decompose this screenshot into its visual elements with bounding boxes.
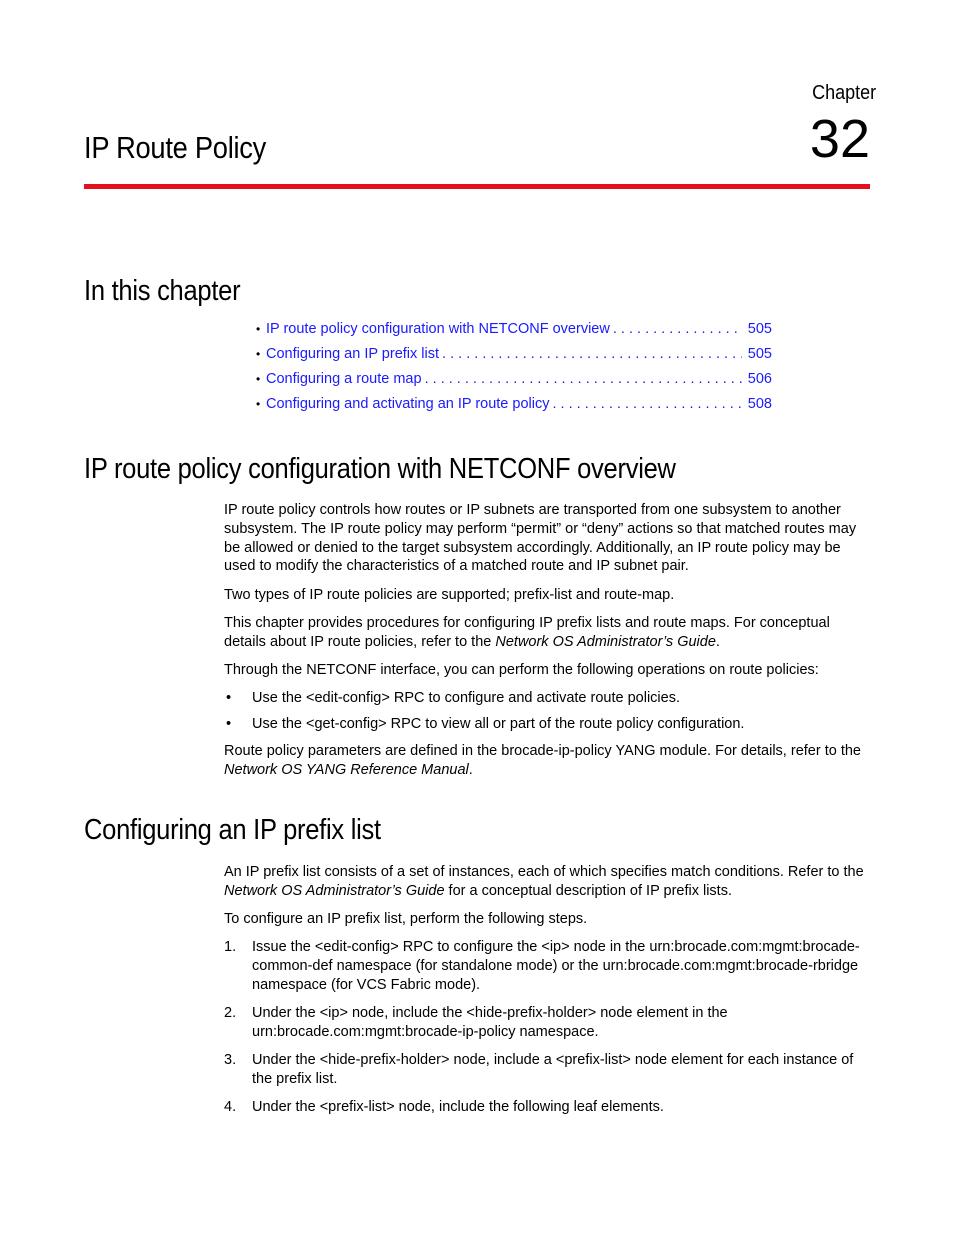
text-run: This chapter provides procedures for configuring IP prefix lists and route maps. For conceptual details about IP route policies, refer to the	[224, 614, 830, 650]
step-text: Issue the <edit-config> RPC to configure the <ip> node in the urn:brocade.com:mgmt:brocade-common-def namespace (for standalone mode) or the urn:brocade.com:mgmt:brocade-rbridge namespace (for VCS Fabric mode).	[252, 939, 860, 993]
toc-leader-dots	[425, 371, 742, 387]
chapter-label: Chapter	[811, 82, 876, 104]
bullet-icon: •	[256, 347, 261, 361]
text-run: Route policy parameters are defined in the brocade-ip-policy YANG module. For details, refer to the	[224, 743, 861, 760]
list-item	[224, 689, 870, 708]
bullet-icon: •	[256, 372, 261, 386]
prefix-list-body	[224, 863, 870, 1126]
chapter-toc	[256, 321, 772, 421]
paragraph	[224, 863, 870, 901]
step-item	[224, 938, 870, 994]
toc-page-number[interactable]: 508	[747, 396, 772, 412]
text-run: An IP prefix list consists of a set of instances, each of which specifies match conditions. Refer to the	[224, 864, 864, 880]
step-number: 3.	[224, 1051, 237, 1068]
chapter-number: 32	[809, 109, 870, 169]
text-run: for a conceptual description of IP prefix lists.	[444, 882, 732, 899]
toc-entry[interactable]	[256, 321, 772, 346]
text-run: .	[715, 633, 720, 650]
step-number: 2.	[224, 1004, 237, 1021]
toc-leader-dots	[442, 346, 742, 362]
paragraph: To configure an IP prefix list, perform the following steps.	[224, 911, 588, 928]
list-item-text: Use the <get-config> RPC to view all or part of the route policy configuration.	[252, 715, 745, 732]
prefix-list-heading: Configuring an IP prefix list	[84, 814, 381, 846]
toc-link[interactable]: IP route policy configuration with NETCONF overview	[266, 321, 610, 337]
step-text: Under the <prefix-list> node, include the following leaf elements.	[252, 1098, 664, 1115]
toc-entry[interactable]	[256, 396, 772, 421]
book-title: Network OS Administrator’s Guide	[495, 633, 716, 650]
list-item	[224, 715, 870, 734]
paragraph	[224, 742, 870, 780]
bullet-icon: •	[226, 715, 232, 732]
toc-page-number[interactable]: 506	[747, 371, 772, 387]
paragraph: Through the NETCONF interface, you can perform the following operations on route policies:	[224, 662, 819, 679]
step-item	[224, 1004, 870, 1042]
step-text: Under the <hide-prefix-holder> node, include a <prefix-list> node element for each instance of the prefix list.	[252, 1051, 854, 1087]
text-run: .	[468, 762, 473, 779]
bullet-icon: •	[256, 397, 261, 411]
bullet-icon: •	[256, 322, 261, 336]
chapter-title-rule	[84, 184, 870, 189]
toc-link[interactable]: Configuring a route map	[266, 371, 422, 387]
step-item	[224, 1098, 870, 1117]
toc-entry[interactable]	[256, 371, 772, 396]
chapter-title: IP Route Policy	[84, 130, 267, 165]
bullet-icon: •	[226, 690, 232, 707]
book-title: Network OS Administrator’s Guide	[224, 882, 445, 899]
bullet-list	[224, 689, 870, 733]
steps-list	[224, 938, 870, 1116]
toc-page-number[interactable]: 505	[747, 321, 772, 337]
toc-leader-dots	[613, 321, 742, 337]
book-title: Network OS YANG Reference Manual	[224, 762, 469, 779]
step-text: Under the <ip> node, include the <hide-prefix-holder> node element in the urn:brocade.com:mgmt:brocade-ip-policy namespace.	[252, 1004, 728, 1040]
overview-body	[224, 501, 870, 790]
step-number: 1.	[224, 939, 237, 956]
in-this-chapter-heading: In this chapter	[84, 275, 241, 307]
toc-link[interactable]: Configuring and activating an IP route policy	[266, 396, 550, 412]
toc-page-number[interactable]: 505	[747, 346, 772, 362]
step-number: 4.	[224, 1098, 237, 1115]
toc-link[interactable]: Configuring an IP prefix list	[266, 346, 440, 362]
step-item	[224, 1051, 870, 1089]
toc-entry[interactable]	[256, 346, 772, 371]
paragraph	[224, 614, 870, 652]
overview-heading: IP route policy configuration with NETCONF overview	[84, 453, 676, 485]
toc-leader-dots	[552, 396, 741, 412]
list-item-text: Use the <edit-config> RPC to configure and activate route policies.	[252, 690, 680, 707]
paragraph: IP route policy controls how routes or IP subnets are transported from one subsystem to another subsystem. The IP route policy may perform “permit” or “deny” actions so that matched routes may be allowed or denied to the target subsystem accordingly. Additionally, an IP route policy may be used to modify the characteristics of a matched route and IP subnet pair.	[224, 502, 857, 575]
paragraph: Two types of IP route policies are supported; prefix-list and route-map.	[224, 586, 675, 603]
